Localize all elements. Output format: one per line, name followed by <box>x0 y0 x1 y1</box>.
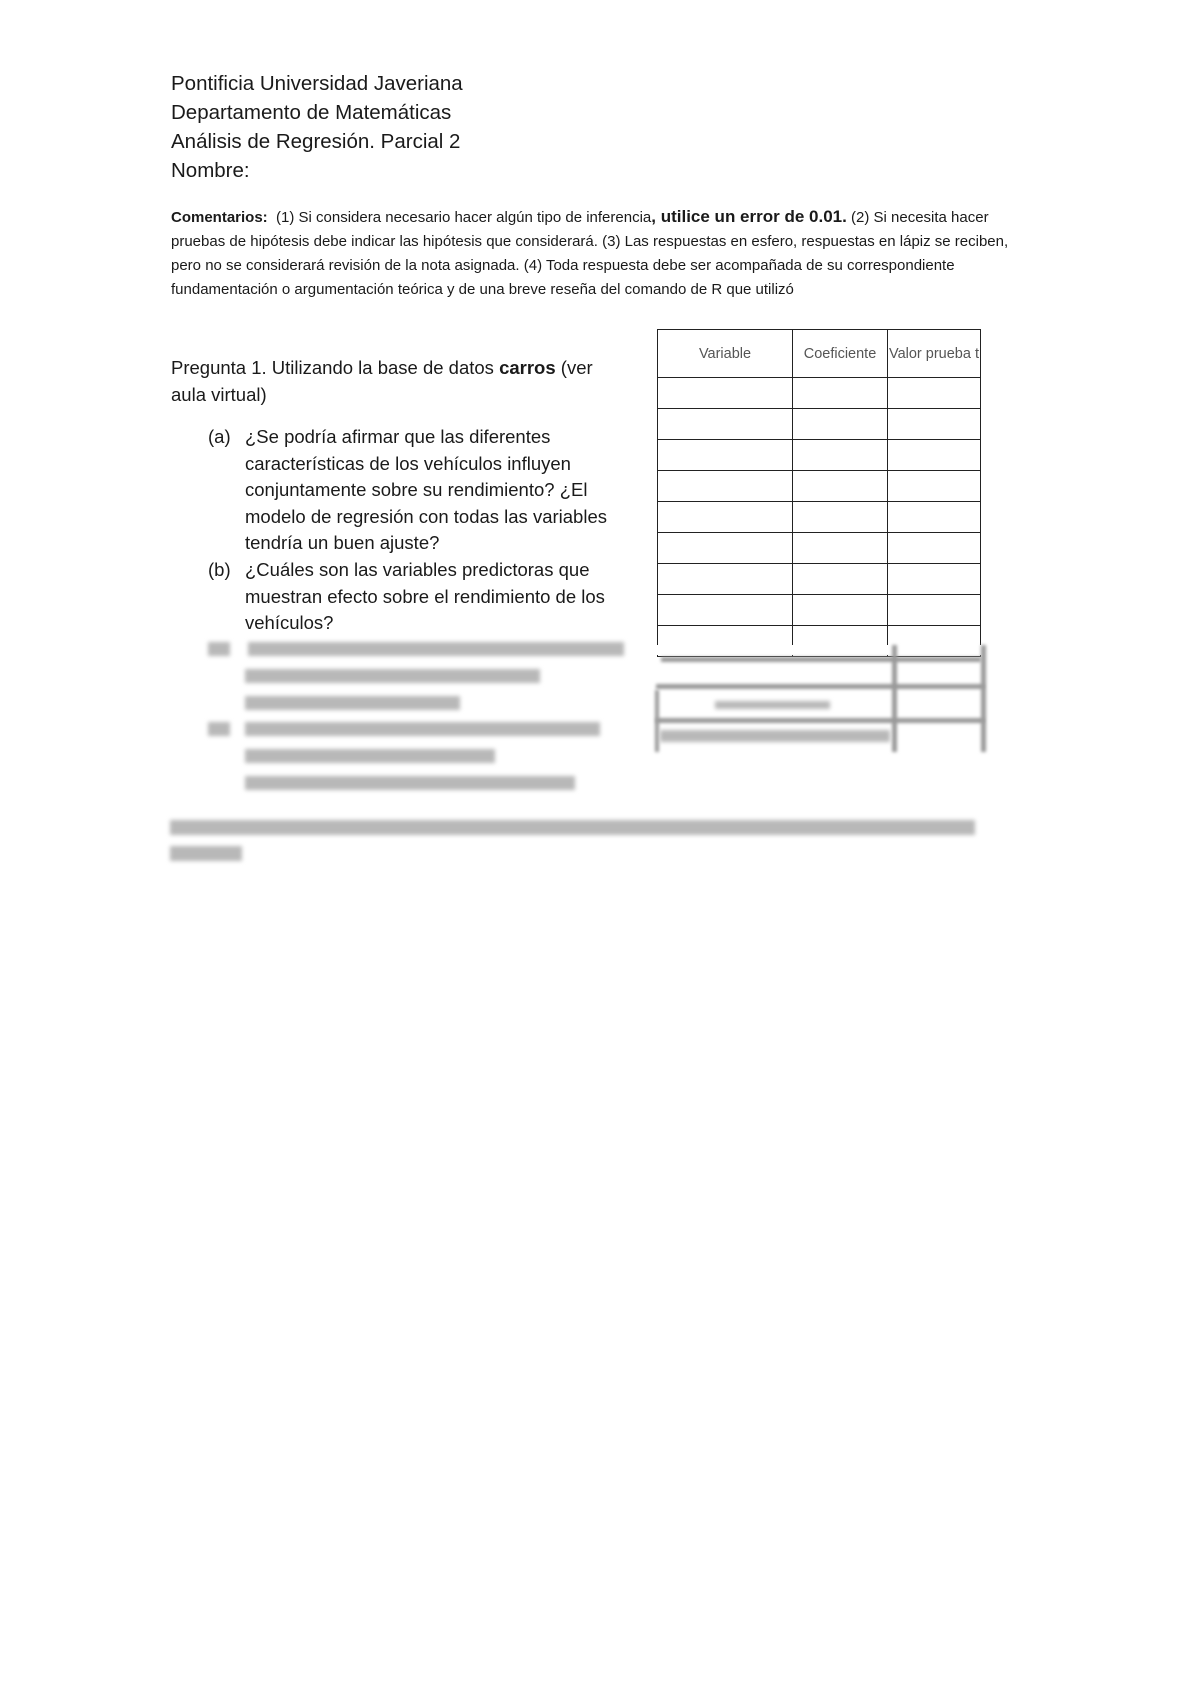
table-cell[interactable] <box>888 564 981 595</box>
table-cell[interactable] <box>658 440 793 471</box>
table-cell[interactable] <box>888 440 981 471</box>
question-1-intro <box>171 354 631 408</box>
table-row <box>658 564 981 595</box>
table-cell[interactable] <box>793 595 888 626</box>
answer-table <box>657 329 981 657</box>
table-cell[interactable] <box>888 409 981 440</box>
col-coeficiente: Coeficiente <box>793 330 888 378</box>
table-cell[interactable] <box>888 471 981 502</box>
item-text: ¿Cuáles son las variables predictoras que muestran efecto sobre el rendimiento de los vehículos? <box>245 559 605 634</box>
comments-part2: (2) Si necesita hacer pruebas de hipótesis debe indicar las hipótesis que considerará. (3) Las respuestas en esfero, respuestas en lápiz se reciben, pero no se considerará revisión de la nota asignada. (4) Toda respuesta debe ser acompañada de su correspondiente fundamentación o argumentación teórica y de una breve reseña del comando de R que utilizó <box>171 209 1009 298</box>
table-row <box>658 440 981 471</box>
table-cell[interactable] <box>888 378 981 409</box>
comments-part1: (1) Si considera necesario hacer algún tipo de inferencia <box>276 209 652 226</box>
table-row <box>658 378 981 409</box>
item-text: ¿Se podría afirmar que las diferentes características de los vehículos influyen conjuntamente sobre su rendimiento? ¿El modelo de regresión con todas las variables tendría un buen ajuste? <box>245 426 607 554</box>
table-cutoff <box>650 645 990 655</box>
department-name: Departamento de Matemáticas <box>171 101 452 124</box>
table-cell[interactable] <box>793 471 888 502</box>
table-cell[interactable] <box>658 378 793 409</box>
comments-error-level: , utilice un error de 0.01. <box>651 207 847 226</box>
course-title: Análisis de Regresión. Parcial 2 <box>171 130 461 153</box>
comments-paragraph <box>171 205 1021 302</box>
item-label: (a) <box>208 426 231 447</box>
col-variable: Variable <box>658 330 793 378</box>
table-cell[interactable] <box>658 595 793 626</box>
table-cell[interactable] <box>658 564 793 595</box>
table-row <box>658 409 981 440</box>
table-cell[interactable] <box>793 440 888 471</box>
table-cell[interactable] <box>793 378 888 409</box>
table-cell[interactable] <box>658 502 793 533</box>
university-name: Pontificia Universidad Javeriana <box>171 72 463 95</box>
table-cell[interactable] <box>658 533 793 564</box>
comments-label: Comentarios: <box>171 209 268 226</box>
table-row <box>658 533 981 564</box>
table-cell[interactable] <box>793 502 888 533</box>
table-cell[interactable] <box>658 471 793 502</box>
table-cell[interactable] <box>793 533 888 564</box>
table-cell[interactable] <box>658 409 793 440</box>
name-label: Nombre: <box>171 159 250 182</box>
table-cell[interactable] <box>793 564 888 595</box>
table-row <box>658 471 981 502</box>
table-row <box>658 502 981 533</box>
col-valor-t: Valor prueba t <box>888 330 981 378</box>
dataset-name: carros <box>499 357 556 378</box>
table-cell[interactable] <box>888 533 981 564</box>
table-cell[interactable] <box>888 502 981 533</box>
intro-text-end: (ver aula virtual) <box>171 357 593 405</box>
table-header-row <box>658 330 981 378</box>
table-cell[interactable] <box>888 595 981 626</box>
table-cell[interactable] <box>793 409 888 440</box>
table-row <box>658 595 981 626</box>
intro-text: Pregunta 1. Utilizando la base de datos <box>171 357 500 378</box>
item-label: (b) <box>208 559 231 580</box>
